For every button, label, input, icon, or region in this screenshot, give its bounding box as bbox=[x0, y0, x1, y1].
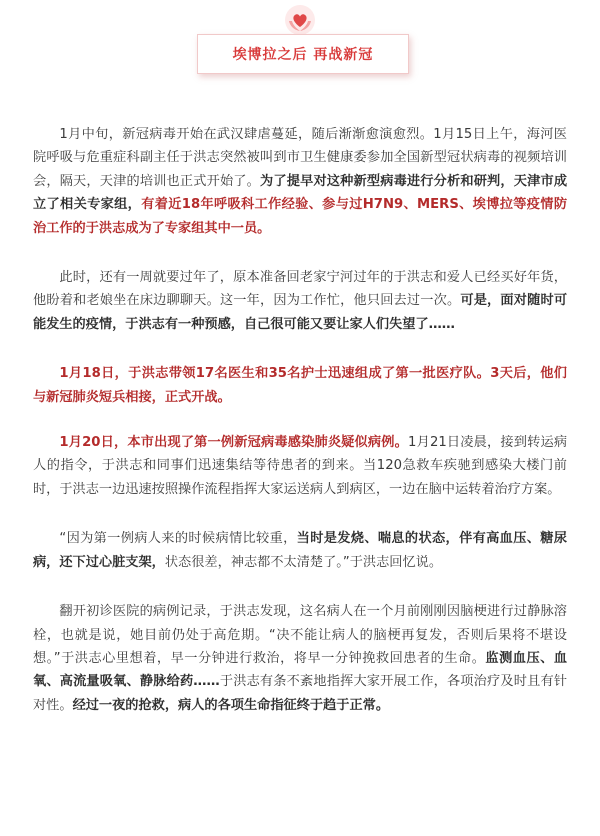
article-paragraph bbox=[33, 600, 567, 717]
highlight-text: 有着近18年呼吸科工作经验、参与过H7N9、MERS、埃博拉等疫情防治工作的于洪志成为了专家组其中一员。 bbox=[33, 197, 568, 236]
body-text: 状态很差，神志都不太清楚了。”于洪志回忆说。 bbox=[164, 554, 443, 570]
body-text: 1月中旬，新冠病毒开始在武汉肆虐蔓延，随后渐渐愈演愈烈。1月15日上午，海河医院呼吸与危重症科副主任于洪志突然被叫到市卫生健康委参加全国新型冠状病毒的视频培训会，隔天，天津的培训也正式开始了。 bbox=[33, 127, 567, 189]
page-title-box bbox=[197, 34, 409, 74]
article-paragraph bbox=[33, 266, 567, 336]
body-text: “因为第一例病人来的时候病情比较重， bbox=[59, 531, 297, 547]
body-text: 此时，还有一周就要过年了，原本准备回老家宁河过年的于洪志和爱人已经买好年货，他盼着和老娘坐在床边聊聊天。这一年，因为工作忙，他只回去过一次。 bbox=[33, 270, 567, 309]
bold-text: 监测血压、血氧、高流量吸氧、静脉给药…… bbox=[33, 650, 568, 690]
article-body bbox=[0, 123, 600, 717]
bold-text: 为了提早对这种新型病毒进行分析和研判，天津市成立了相关专家组， bbox=[33, 173, 568, 213]
article-paragraph bbox=[33, 527, 567, 574]
article-paragraph bbox=[33, 123, 567, 240]
article-paragraph bbox=[33, 362, 567, 409]
page-title: 埃博拉之后 再战新冠 bbox=[232, 47, 374, 63]
bold-text: 可是，面对随时可能发生的疫情，于洪志有一种预感，自己很可能又要让家人们失望了…… bbox=[33, 293, 568, 332]
body-text: 1月21日凌晨，接到转运病人的指令，于洪志和同事们迅速集结等待患者的到来。当120急救车疾驰到感染大楼门前时，于洪志一边迅速按照操作流程指挥大家运送病人到病区，一边在脑中运转着治疗方案。 bbox=[33, 435, 568, 497]
article-header bbox=[0, 0, 600, 100]
heart-hands-icon bbox=[284, 4, 316, 36]
highlight-text: 1月20日，本市出现了第一例新冠病毒感染肺炎疑似病例。 bbox=[59, 435, 409, 451]
bold-text: 经过一夜的抢救，病人的各项生命指征终于趋于正常。 bbox=[72, 697, 390, 713]
body-text: 翻开初诊医院的病例记录，于洪志发现，这名病人在一个月前刚刚因脑梗进行过静脉溶栓，也就是说，她目前仍处于高危期。“决不能让病人的脑梗再复发，否则后果将不堪设想。”于洪志心里想着，早一分钟进行救治，将早一分钟挽救回患者的生命。 bbox=[33, 604, 567, 666]
bold-text: 当时是发烧、喘息的状态，伴有高血压、糖尿病，还下过心脏支架， bbox=[33, 531, 567, 570]
highlight-text: 1月18日，于洪志带领17名医生和35名护士迅速组成了第一批医疗队。3天后，他们与新冠肺炎短兵相接，正式开战。 bbox=[33, 366, 567, 405]
body-text: 于洪志有条不紊地指挥大家开展工作，各项治疗及时且有针对性。 bbox=[33, 674, 568, 713]
article-paragraph bbox=[33, 431, 567, 501]
